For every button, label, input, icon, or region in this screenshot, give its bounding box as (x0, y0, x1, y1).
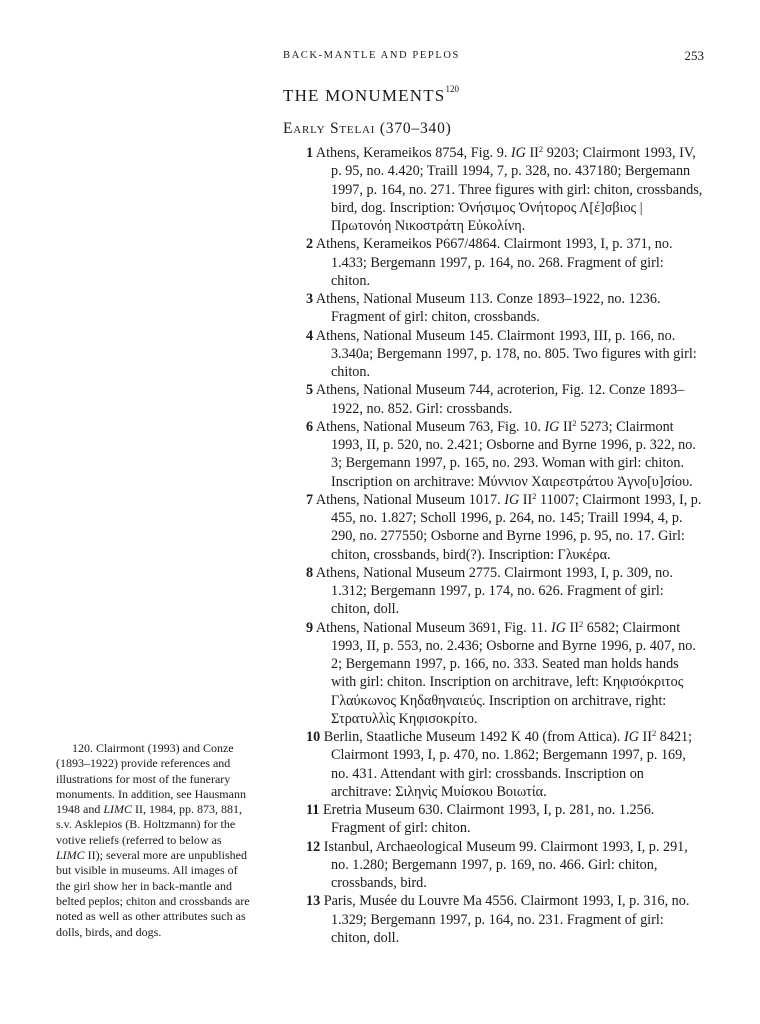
entry-number: 4 (306, 327, 314, 344)
monument-entry (306, 327, 706, 382)
entry-number: 11 (306, 802, 320, 818)
page-number: 253 (684, 48, 704, 63)
superscript: 2 (572, 417, 577, 428)
text-run: Athens, Kerameikos P667/4864. Clairmont 1993, I, p. 371, no. 1.433; Bergemann 1997, p. 164, no. 268. Fragment of girl: chiton. (315, 236, 673, 289)
section-title-text: THE MONUMENTS (283, 86, 446, 105)
monument-entry (306, 491, 706, 564)
italic-text: IG (551, 619, 566, 636)
superscript: 2 (538, 144, 544, 154)
text-run: Athens, National Museum 1017. (315, 491, 505, 508)
monument-entry (306, 144, 706, 235)
monument-entry (306, 892, 706, 947)
text-run: Athens, Kerameikos 8754, Fig. 9. (315, 145, 511, 161)
italic-text: IG (510, 145, 526, 161)
entry-number: 10 (306, 729, 321, 745)
entry-number: 7 (306, 491, 314, 508)
text-run: II (559, 418, 573, 435)
text-run: Athens, National Museum 2775. Clairmont 1993, I, p. 309, no. 1.312; Bergemann 1997, p. 174, no. 626. Fragment of girl: chiton, doll. (315, 564, 673, 618)
entry-number: 8 (306, 564, 314, 581)
text-run: 9203; Clairmont 1993, IV, p. 95, no. 4.420; Traill 1994, 7, p. 328, no. 437180; Bergemann 1997, p. 164, no. 271. Three figures with girl: chiton, crossbands, bird, dog. Inscription: Ὀνήσιμος Ὀνήτορος Λ[έ]σβιος | Πρωτονόη Νικοστράτη Εὐκολίνη. (331, 145, 703, 234)
subsection-title: Early Stelai (370–340) (283, 120, 452, 137)
text-run: 11007; Clairmont 1993, I, p. 455, no. 1.827; Scholl 1996, p. 264, no. 145; Traill 1994, 4, p. 290, no. 277550; Osborne and Byrne 1996, p. 95, no. 17. Girl: chiton, crossbands, bird(?). Inscription: Γλυκέρα. (331, 491, 702, 563)
text-run: Athens, National Museum 113. Conze 1893–1922, no. 1236. Fragment of girl: chiton, crossbands. (315, 291, 661, 326)
text-run: Berlin, Staatliche Museum 1492 K 40 (from Attica). (323, 729, 624, 745)
text-run: Istanbul, Archaeological Museum 99. Clairmont 1993, I, p. 291, no. 1.280; Bergemann 1997, p. 169, no. 466. Girl: chiton, crossbands, bird. (323, 838, 688, 891)
entry-number: 3 (306, 291, 314, 307)
text-run: II (519, 491, 533, 508)
entry-number: 12 (306, 838, 321, 855)
italic-text: IG (504, 491, 520, 508)
running-head: BACK-MANTLE AND PEPLOS (283, 50, 460, 61)
text-run: Paris, Musée du Louvre Ma 4556. Clairmont 1993, I, p. 316, no. 1.329; Bergemann 1997, p. 164, no. 231. Fragment of girl: chiton, doll. (323, 893, 690, 946)
text-run: II (565, 619, 579, 636)
text-run: II (525, 145, 539, 161)
superscript: 2 (532, 490, 537, 501)
footnote-reference[interactable]: 120 (445, 84, 459, 94)
text-run: II, 1984, pp. 873, 881, s.v. Asklepios (B. Holtzmann) for the votive reliefs (referred to below as (56, 802, 242, 847)
entry-number: 6 (306, 418, 314, 435)
text-run: 8421; Clairmont 1993, I, p. 470, no. 1.862; Bergemann 1997, p. 169, no. 431. Attendant with girl: crossbands. Inscription on architrave: Σιληνὶς Μυίσκου Βοιωτία. (331, 729, 693, 800)
superscript: 2 (651, 728, 657, 738)
italic-text: LIMC (103, 802, 132, 817)
entry-number: 5 (306, 382, 314, 399)
text-run: 120. Clairmont (1993) and Conze (1893–1922) provide references and illustrations for most of the funerary monuments. In addition, see Hausmann 1948 and (56, 741, 246, 817)
text-run: 5273; Clairmont 1993, II, p. 520, no. 2.421; Osborne and Byrne 1996, p. 322, no. 3; Bergemann 1997, p. 165, no. 293. Woman with girl: chiton. Inscription on architrave: Μύννιον Χαιρεστράτου Ἁγνο[υ]σίου. (331, 418, 696, 490)
monument-entry (306, 235, 706, 290)
entry-number: 2 (306, 236, 314, 253)
monument-entry (306, 801, 706, 838)
footnote (56, 741, 252, 940)
monument-entry (306, 728, 706, 801)
monument-entry (306, 418, 706, 491)
text-run: II); several more are unpublished but visible in museums. All images of the girl show her in back-mantle and belted peplos; chiton and crossbands are noted as well as other attributes such as dolls, birds, and dogs. (56, 848, 250, 939)
superscript: 2 (578, 618, 584, 629)
entry-number: 1 (306, 145, 314, 161)
monument-entry (306, 838, 706, 893)
text-run: II (638, 729, 652, 745)
monument-entry (306, 381, 706, 418)
italic-text: IG (544, 418, 560, 435)
text-run: 6582; Clairmont 1993, II, p. 553, no. 2.436; Osborne and Byrne 1996, p. 407, no. 2; Bergemann 1997, p. 166, no. 333. Seated man holds hands with girl: chiton. Inscription on architrave, left: Κηφισόκριτος Γλαύκωνος Κηδαθηναιεύς. Inscription on architrave, right: Στρατυλλὶς Κηφισοκρίτο. (331, 619, 696, 727)
entry-number: 13 (306, 893, 321, 910)
entry-number: 9 (306, 619, 314, 636)
text-run: Athens, National Museum 145. Clairmont 1993, III, p. 166, no. 3.340a; Bergemann 1997, p. 178, no. 805. Two figures with girl: chiton. (315, 327, 697, 380)
section-title (283, 84, 459, 106)
text-run: Athens, National Museum 763, Fig. 10. (315, 418, 545, 435)
italic-text: LIMC (56, 848, 85, 863)
text-run: Athens, National Museum 3691, Fig. 11. (315, 619, 551, 636)
monument-entry (306, 564, 706, 619)
monument-entry (306, 619, 706, 729)
italic-text: IG (623, 729, 639, 745)
text-run: Eretria Museum 630. Clairmont 1993, I, p. 281, no. 1.256. Fragment of girl: chiton. (322, 802, 655, 837)
monument-entry (306, 290, 706, 327)
monument-list (306, 144, 706, 947)
text-run: Athens, National Museum 744, acroterion, Fig. 12. Conze 1893–1922, no. 852. Girl: crossbands. (315, 382, 685, 417)
